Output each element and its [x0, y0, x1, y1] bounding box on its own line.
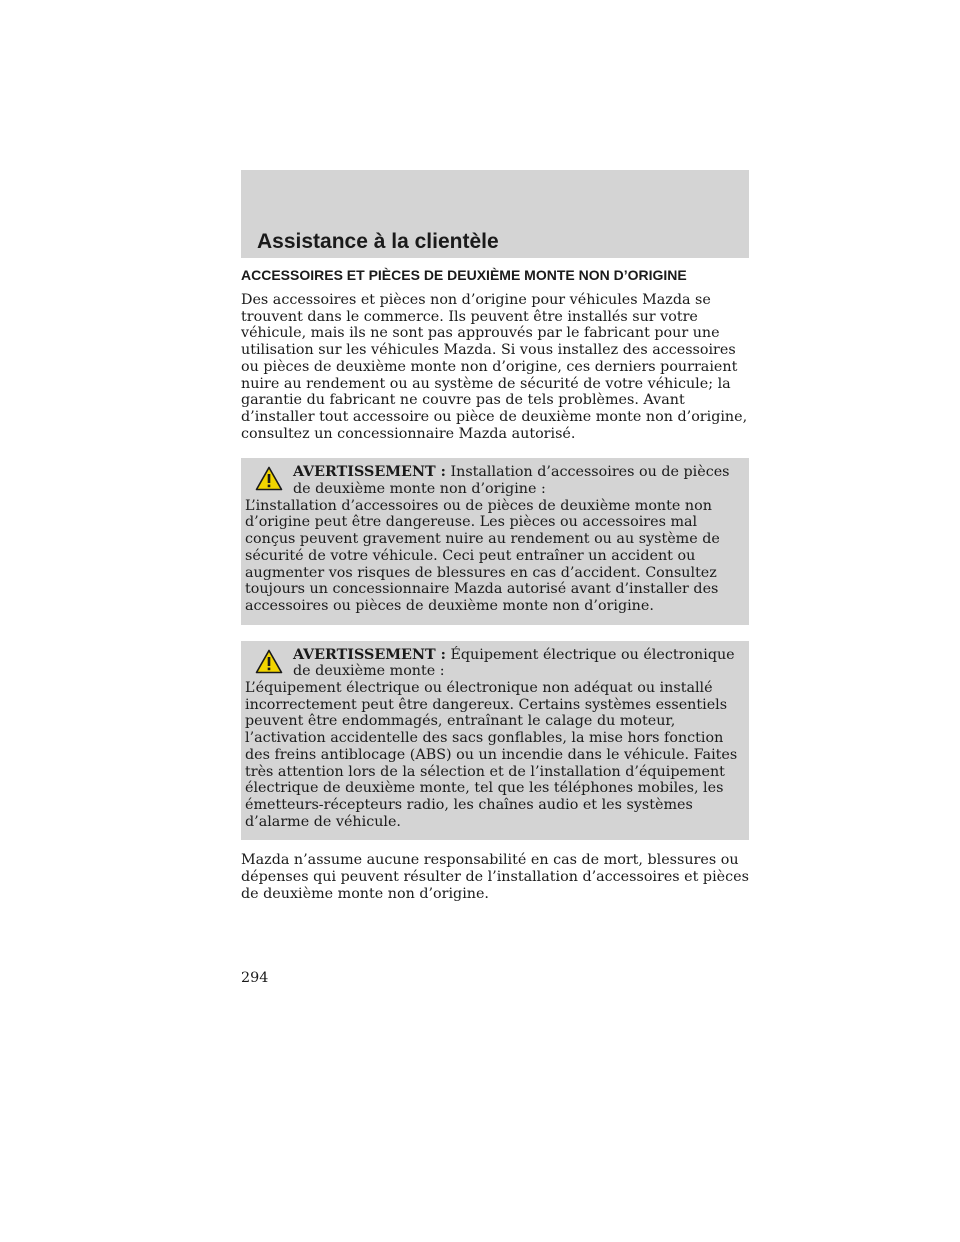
- closing-paragraph: Mazda n’assume aucune responsabilité en cas de mort, blessures ou dépenses qui peuvent résulter de l’installation d’accessoires et pièces de deuxième monte non d’origine.: [241, 852, 749, 902]
- intro-paragraph: Des accessoires et pièces non d’origine pour véhicules Mazda se trouvent dans le commerce. Ils peuvent être installés sur votre véhicule, mais ils ne sont pas approuvés par le fabricant pour une utilisation sur les véhicules Mazda. Si vous installez des accessoires ou pièces de deuxième monte non d’origine, ces derniers pourraient nuire au rendement ou au système de sécurité de votre véhicule; la garantie du fabricant ne couvre pas de tels problèmes. Avant d’installer tout accessoire ou pièce de deuxième monte non d’origine, consultez un concessionnaire Mazda autorisé.: [241, 292, 748, 442]
- warning-triangle-icon: [255, 466, 283, 491]
- section-heading: ACCESSOIRES ET PIÈCES DE DEUXIÈME MONTE NON D’ORIGINE: [241, 267, 687, 283]
- warning-box-electrical: [241, 641, 749, 841]
- warning-heading: [293, 647, 745, 680]
- chapter-header-band: [241, 170, 749, 258]
- warning-title: Installation d’accessoires ou de pièces de deuxième monte non d’origine :: [293, 464, 730, 498]
- warning-label: AVERTISSEMENT :: [293, 464, 446, 481]
- page-number: 294: [241, 970, 269, 986]
- warning-title: Équipement électrique ou électronique de deuxième monte :: [293, 646, 735, 680]
- warning-box-accessories: [241, 458, 749, 624]
- warning-label: AVERTISSEMENT :: [293, 646, 446, 663]
- warning-body: L’installation d’accessoires ou de pièces de deuxième monte non d’origine peut être dangereuse. Les pièces ou accessoires mal conçus peuvent gravement nuire au rendement ou au système de sécurité de votre véhicule. Ceci peut entraîner un accident ou augmenter vos risques de blessures en cas d’accident. Consultez toujours un concessionnaire Mazda autorisé avant d’installer des accessoires ou pièces de deuxième monte non d’origine.: [245, 497, 720, 614]
- warning-triangle-icon: [255, 649, 283, 674]
- page-content: [241, 266, 749, 903]
- chapter-title: Assistance à la clientèle: [257, 230, 499, 253]
- warning-body: L’équipement électrique ou électronique non adéquat ou installé incorrectement peut être dangereux. Certains systèmes essentiels peuvent être endommagés, entraînant le calage du moteur, l’activation accidentelle des sacs gonflables, la mise hors fonction des freins antiblocage (ABS) ou un incendie dans le véhicule. Faites très attention lors de la sélection et de l’installation d’équipement électrique de deuxième monte, tel que les téléphones mobiles, les émetteurs-récepteurs radio, les chaînes audio et les systèmes d’alarme de véhicule.: [245, 680, 738, 830]
- warning-heading: [293, 464, 745, 497]
